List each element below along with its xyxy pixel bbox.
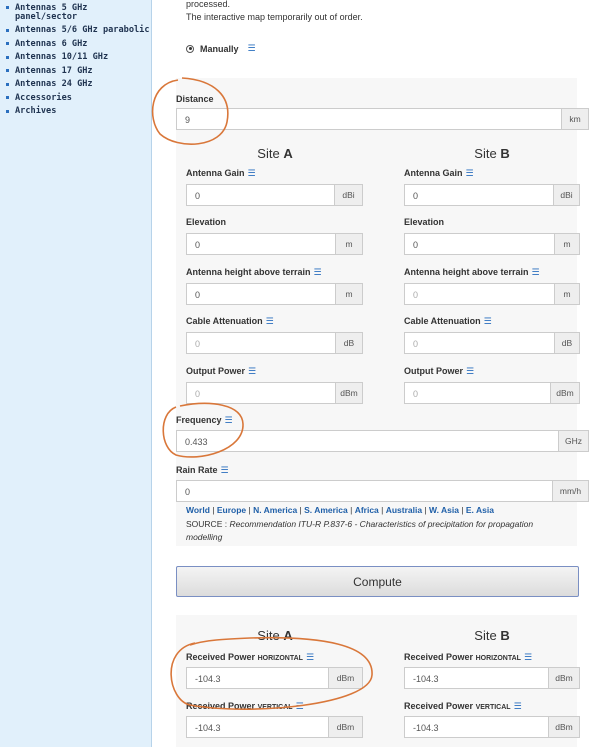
region-link-world[interactable]: World — [186, 505, 210, 515]
site-b-received-power-h-unit: dBm — [549, 667, 580, 689]
site-a-received-power-h-label: Received Power HORIZONTAL ☰ — [186, 652, 315, 662]
site-b-output-power-field — [404, 382, 580, 404]
frequency-input[interactable]: 0.433 — [176, 430, 559, 452]
site-b-antenna-gain-field — [404, 184, 580, 206]
source-citation: SOURCE : Recommendation ITU-R P.837-6 - Characteristics of precipitation for propagation modelling — [186, 519, 534, 542]
site-a-received-power-v-label: Received Power VERTICAL ☰ — [186, 701, 304, 711]
site-a-elevation-label: Elevation — [186, 217, 227, 227]
calculator-content — [153, 0, 600, 747]
site-b-cable-attenuation-label: Cable Attenuation ☰ — [404, 316, 492, 326]
help-icon[interactable]: ☰ — [247, 168, 256, 178]
site-b-output-power-label: Output Power ☰ — [404, 366, 475, 376]
note-processed: processed. — [186, 0, 231, 9]
sidebar-item-antennas-6ghz[interactable]: Antennas 6 GHz — [4, 38, 151, 52]
help-icon[interactable]: ☰ — [523, 652, 533, 662]
sidebar-item-antennas-5ghz-panel[interactable]: Antennas 5 GHz panel/sector — [4, 2, 151, 25]
site-b-antenna-height-label: Antenna height above terrain ☰ — [404, 267, 540, 277]
site-a-output-power-label: Output Power ☰ — [186, 366, 257, 376]
frequency-unit: GHz — [559, 430, 589, 452]
site-b-elevation-field — [404, 233, 580, 255]
site-a-output-power-field — [186, 382, 363, 404]
help-icon[interactable]: ☰ — [483, 316, 492, 326]
rain-rate-input[interactable]: 0 — [176, 480, 553, 502]
sidebar-item-archives[interactable]: Archives — [4, 106, 151, 120]
site-b-antenna-gain-input[interactable]: 0 — [404, 184, 554, 206]
site-a-antenna-gain-input[interactable]: 0 — [186, 184, 335, 206]
region-link-s-america[interactable]: S. America — [304, 505, 348, 515]
region-link-australia[interactable]: Australia — [385, 505, 423, 515]
region-link-n-america[interactable]: N. America — [253, 505, 298, 515]
site-a-cable-attenuation-field — [186, 332, 363, 354]
site-a-received-power-v-unit: dBm — [329, 716, 363, 738]
site-a-antenna-height-label: Antenna height above terrain ☰ — [186, 267, 322, 277]
site-b-elevation-label: Elevation — [404, 217, 445, 227]
site-b-received-power-h-output: -104.3 — [404, 667, 549, 689]
site-a-received-power-v-output: -104.3 — [186, 716, 329, 738]
site-a-cable-attenuation-label: Cable Attenuation ☰ — [186, 316, 274, 326]
help-icon[interactable]: ☰ — [531, 267, 540, 277]
site-a-received-power-h-unit: dBm — [329, 667, 363, 689]
region-links: World | Europe | N. America | S. America | Africa | Australia | W. Asia | E. Asia — [186, 505, 494, 515]
distance-field — [176, 108, 589, 130]
site-b-output-power-input[interactable]: 0 — [404, 382, 551, 404]
site-b-elevation-unit: m — [555, 233, 580, 255]
site-b-output-power-unit: dBm — [551, 382, 580, 404]
rain-rate-label: Rain Rate ☰ — [176, 465, 229, 475]
region-link-europe[interactable]: Europe — [216, 505, 247, 515]
site-b-cable-attenuation-input[interactable]: 0 — [404, 332, 555, 354]
region-link-africa[interactable]: Africa — [354, 505, 379, 515]
site-b-cable-attenuation-field — [404, 332, 580, 354]
site-a-elevation-input[interactable]: 0 — [186, 233, 336, 255]
site-b-antenna-height-input[interactable]: 0 — [404, 283, 555, 305]
site-a-antenna-height-unit: m — [336, 283, 363, 305]
region-link-e-asia[interactable]: E. Asia — [465, 505, 494, 515]
site-a-output-power-unit: dBm — [336, 382, 363, 404]
site-a-elevation-field — [186, 233, 363, 255]
site-b-title: Site B — [474, 146, 510, 161]
help-icon[interactable]: ☰ — [248, 366, 257, 376]
site-a-antenna-height-input[interactable]: 0 — [186, 283, 336, 305]
help-icon[interactable]: ☰ — [295, 701, 304, 711]
region-link-w-asia[interactable]: W. Asia — [429, 505, 459, 515]
site-a-antenna-gain-field — [186, 184, 363, 206]
site-b-antenna-gain-label: Antenna Gain ☰ — [404, 168, 474, 178]
radio-icon[interactable] — [186, 45, 194, 53]
site-b-antenna-height-field — [404, 283, 580, 305]
frequency-field — [176, 430, 589, 452]
site-b-received-power-h-field — [404, 667, 580, 689]
site-b-cable-attenuation-unit: dB — [555, 332, 580, 354]
help-icon[interactable]: ☰ — [465, 168, 474, 178]
help-icon[interactable]: ☰ — [224, 415, 233, 425]
help-icon[interactable]: ☰ — [513, 701, 522, 711]
distance-label: Distance — [176, 94, 214, 104]
site-a-elevation-unit: m — [336, 233, 363, 255]
mode-manually[interactable] — [186, 43, 256, 54]
site-a-received-power-h-output: -104.3 — [186, 667, 329, 689]
help-icon[interactable]: ☰ — [220, 465, 229, 475]
site-b-received-power-v-output: -104.3 — [404, 716, 549, 738]
sidebar-item-antennas-5-6ghz-parabolic[interactable]: Antennas 5/6 GHz parabolic — [4, 25, 151, 39]
site-a-title: Site A — [257, 146, 293, 161]
sidebar-item-accessories[interactable]: Accessories — [4, 92, 151, 106]
site-a-received-power-h-field — [186, 667, 363, 689]
compute-button[interactable]: Compute — [176, 566, 579, 597]
site-b-antenna-gain-unit: dBi — [554, 184, 580, 206]
rain-rate-unit: mm/h — [553, 480, 589, 502]
mode-label: Manually — [200, 43, 239, 54]
frequency-label: Frequency ☰ — [176, 415, 233, 425]
sidebar-menu — [0, 0, 151, 119]
result-site-b-title: Site B — [474, 628, 510, 643]
site-a-cable-attenuation-unit: dB — [336, 332, 363, 354]
distance-input[interactable]: 9 — [176, 108, 562, 130]
sidebar — [0, 0, 152, 747]
help-icon[interactable]: ☰ — [247, 43, 256, 53]
site-b-received-power-v-unit: dBm — [549, 716, 580, 738]
site-a-antenna-gain-label: Antenna Gain ☰ — [186, 168, 256, 178]
site-b-received-power-v-label: Received Power VERTICAL ☰ — [404, 701, 522, 711]
help-icon[interactable]: ☰ — [305, 652, 315, 662]
sidebar-item-antennas-17ghz[interactable]: Antennas 17 GHz — [4, 65, 151, 79]
site-a-cable-attenuation-input[interactable]: 0 — [186, 332, 336, 354]
help-icon[interactable]: ☰ — [265, 316, 274, 326]
site-a-output-power-input[interactable]: 0 — [186, 382, 336, 404]
rain-rate-field — [176, 480, 589, 502]
site-b-elevation-input[interactable]: 0 — [404, 233, 555, 255]
distance-unit: km — [562, 108, 589, 130]
sidebar-item-antennas-24ghz[interactable]: Antennas 24 GHz — [4, 79, 151, 93]
site-b-received-power-h-label: Received Power HORIZONTAL ☰ — [404, 652, 533, 662]
result-site-a-title: Site A — [257, 628, 293, 643]
site-b-received-power-v-field — [404, 716, 580, 738]
help-icon[interactable]: ☰ — [466, 366, 475, 376]
site-a-antenna-height-field — [186, 283, 363, 305]
sidebar-item-antennas-10-11ghz[interactable]: Antennas 10/11 GHz — [4, 52, 151, 66]
site-a-antenna-gain-unit: dBi — [335, 184, 363, 206]
note-map-out-of-order: The interactive map temporarily out of order. — [186, 12, 363, 22]
site-a-received-power-v-field — [186, 716, 363, 738]
site-b-antenna-height-unit: m — [555, 283, 580, 305]
help-icon[interactable]: ☰ — [313, 267, 322, 277]
